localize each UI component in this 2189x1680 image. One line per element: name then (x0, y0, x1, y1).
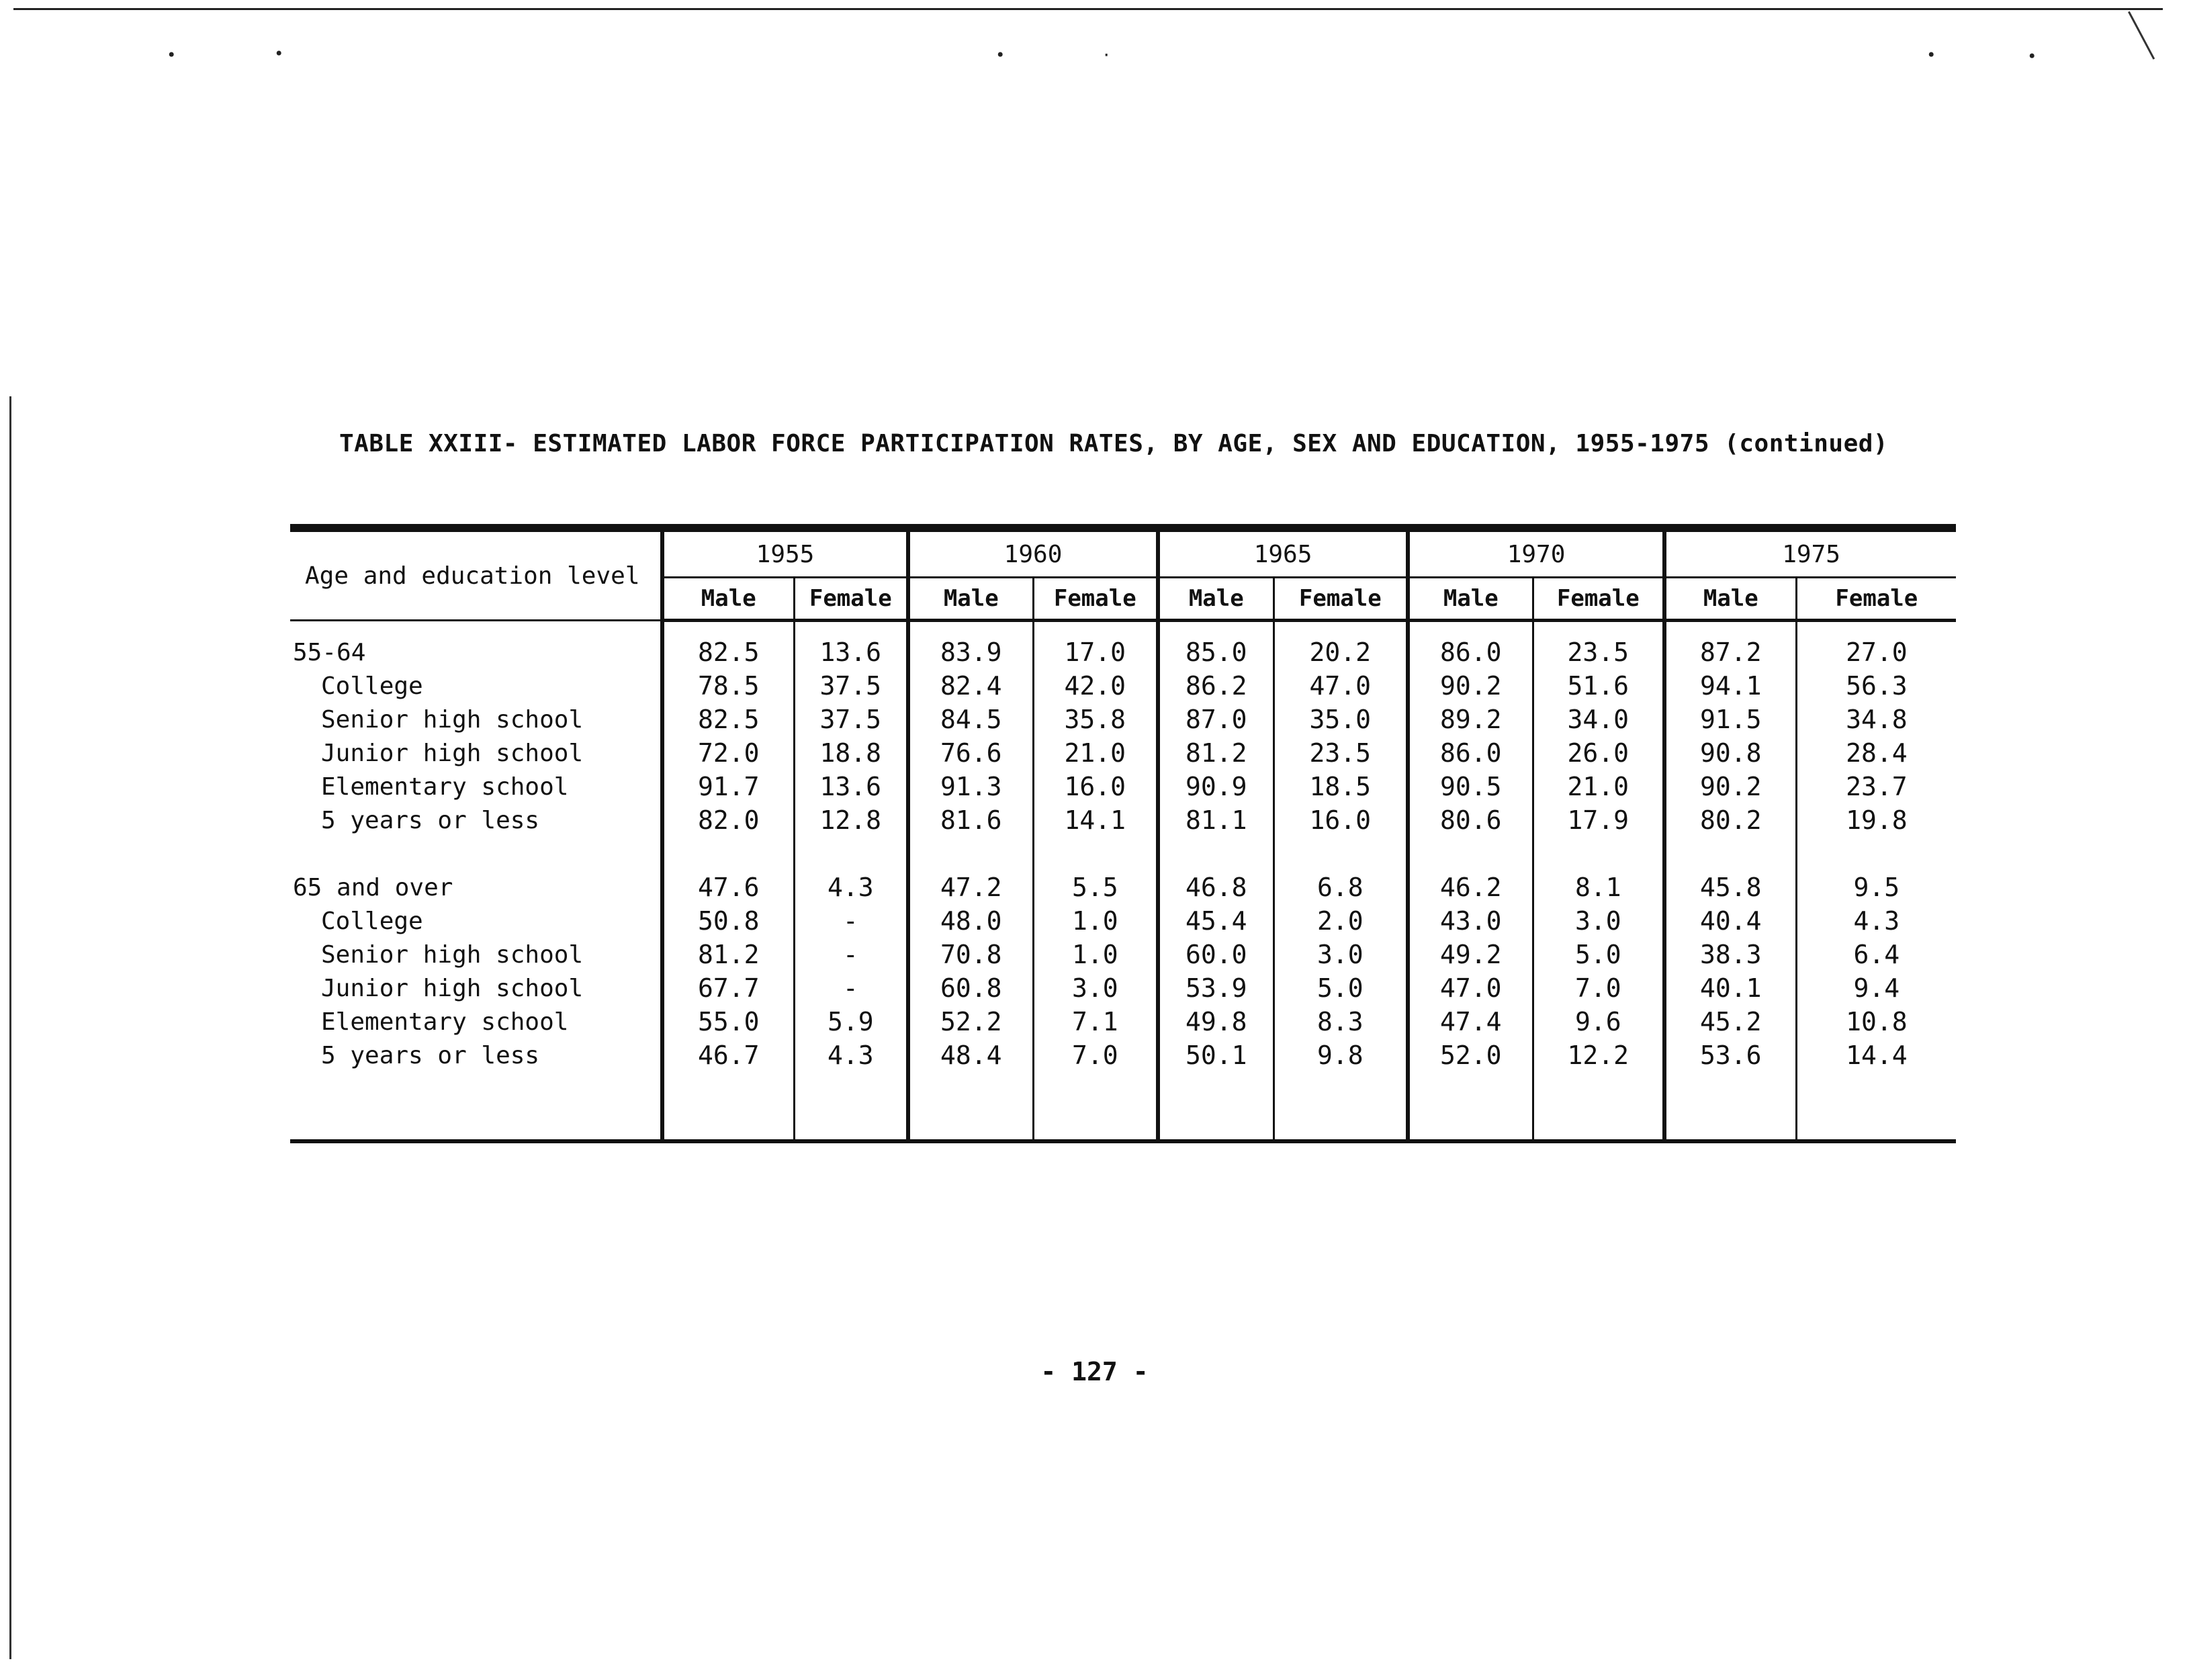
table-padding-row (290, 1072, 1956, 1141)
female-rate-cell: 16.0 (1274, 803, 1408, 837)
male-rate-cell: 49.8 (1158, 1005, 1274, 1038)
male-rate-cell: 49.2 (1408, 938, 1533, 971)
male-rate-cell: 52.0 (1408, 1038, 1533, 1072)
empty-cell (908, 621, 1033, 636)
empty-cell (908, 1072, 1033, 1141)
male-rate-cell: 86.2 (1158, 669, 1274, 703)
empty-cell (1664, 1072, 1796, 1141)
male-rate-cell: 53.6 (1664, 1038, 1796, 1072)
male-rate-cell: 82.4 (908, 669, 1033, 703)
education-level-label: Junior high school (321, 974, 584, 1002)
education-level-label: 5 years or less (321, 806, 540, 834)
female-rate-cell: 5.9 (794, 1005, 908, 1038)
empty-cell (1408, 621, 1533, 636)
year-header: 1970 (1408, 532, 1664, 578)
table-row (290, 904, 1956, 938)
empty-cell (290, 621, 662, 636)
education-level-label: Junior high school (321, 739, 584, 767)
male-rate-cell: 83.9 (908, 635, 1033, 669)
female-rate-cell: 23.7 (1796, 770, 1956, 803)
male-rate-cell: 91.3 (908, 770, 1033, 803)
male-rate-cell: 80.2 (1664, 803, 1796, 837)
empty-cell (1274, 837, 1408, 871)
empty-cell (794, 837, 908, 871)
empty-cell (1664, 621, 1796, 636)
female-rate-cell: 21.0 (1033, 736, 1158, 770)
male-rate-cell: 40.1 (1664, 971, 1796, 1005)
male-rate-cell: 45.2 (1664, 1005, 1796, 1038)
male-rate-cell: 90.5 (1408, 770, 1533, 803)
female-rate-cell: 47.0 (1274, 669, 1408, 703)
male-column-header: Male (1664, 578, 1796, 621)
empty-cell (1796, 837, 1956, 871)
empty-cell (290, 1072, 662, 1141)
male-rate-cell: 90.2 (1408, 669, 1533, 703)
female-rate-cell: 27.0 (1796, 635, 1956, 669)
male-rate-cell: 82.5 (662, 635, 794, 669)
female-rate-cell: 17.0 (1033, 635, 1158, 669)
female-rate-cell: 10.8 (1796, 1005, 1956, 1038)
male-rate-cell: 91.7 (662, 770, 794, 803)
table-title (339, 430, 1889, 457)
labor-force-table (290, 532, 1956, 1143)
male-rate-cell: 50.8 (662, 904, 794, 938)
male-rate-cell: 81.1 (1158, 803, 1274, 837)
male-rate-cell: 67.7 (662, 971, 794, 1005)
female-rate-cell: 23.5 (1533, 635, 1664, 669)
empty-cell (1408, 1072, 1533, 1141)
female-rate-cell: 51.6 (1533, 669, 1664, 703)
female-rate-cell: 19.8 (1796, 803, 1956, 837)
education-level-label: 5 years or less (321, 1041, 540, 1069)
education-level-label: Elementary school (321, 772, 569, 801)
age-group-label: 55-64 (293, 638, 366, 666)
female-rate-cell: 7.0 (1033, 1038, 1158, 1072)
male-rate-cell: 78.5 (662, 669, 794, 703)
male-rate-cell: 85.0 (1158, 635, 1274, 669)
female-rate-cell: 4.3 (1796, 904, 1956, 938)
table-top-rule (290, 524, 1956, 532)
group-row (290, 635, 1956, 669)
female-rate-cell: 2.0 (1274, 904, 1408, 938)
male-rate-cell: 60.8 (908, 971, 1033, 1005)
female-column-header: Female (1533, 578, 1664, 621)
female-rate-cell: 5.5 (1033, 871, 1158, 904)
male-rate-cell: 45.8 (1664, 871, 1796, 904)
female-column-header: Female (794, 578, 908, 621)
empty-cell (1796, 1072, 1956, 1141)
left-edge-rule (9, 396, 11, 1659)
female-rate-cell: 18.5 (1274, 770, 1408, 803)
data-table-container (290, 524, 1956, 1143)
year-header: 1975 (1664, 532, 1956, 578)
female-rate-cell: 1.0 (1033, 904, 1158, 938)
female-rate-cell: 28.4 (1796, 736, 1956, 770)
female-rate-cell: 6.8 (1274, 871, 1408, 904)
female-rate-cell: 37.5 (794, 669, 908, 703)
female-rate-cell: 13.6 (794, 635, 908, 669)
male-rate-cell: 90.2 (1664, 770, 1796, 803)
male-rate-cell: 90.9 (1158, 770, 1274, 803)
empty-cell (1158, 1072, 1274, 1141)
female-rate-cell: - (794, 904, 908, 938)
female-rate-cell: 14.4 (1796, 1038, 1956, 1072)
female-rate-cell: 35.8 (1033, 703, 1158, 736)
table-row (290, 1038, 1956, 1072)
female-rate-cell: 37.5 (794, 703, 908, 736)
table-row (290, 770, 1956, 803)
male-rate-cell: 48.4 (908, 1038, 1033, 1072)
empty-cell (1533, 1072, 1664, 1141)
scan-speck: • (167, 46, 177, 64)
male-rate-cell: 50.1 (1158, 1038, 1274, 1072)
female-rate-cell: 17.9 (1533, 803, 1664, 837)
year-header-row (290, 532, 1956, 578)
empty-cell (1033, 1072, 1158, 1141)
corner-scan-mark (2128, 11, 2155, 60)
female-rate-cell: 9.5 (1796, 871, 1956, 904)
page-number: - 127 - (1040, 1357, 1149, 1386)
female-rate-cell: 42.0 (1033, 669, 1158, 703)
empty-cell (794, 1072, 908, 1141)
female-rate-cell: 9.4 (1796, 971, 1956, 1005)
male-rate-cell: 87.2 (1664, 635, 1796, 669)
scan-speck: • (274, 44, 284, 63)
empty-cell (662, 837, 794, 871)
empty-cell (1158, 837, 1274, 871)
scan-speck: · (1102, 46, 1112, 64)
female-rate-cell: 12.2 (1533, 1038, 1664, 1072)
male-rate-cell: 40.4 (1664, 904, 1796, 938)
male-rate-cell: 53.9 (1158, 971, 1274, 1005)
male-rate-cell: 82.0 (662, 803, 794, 837)
scan-speck: • (995, 46, 1006, 64)
male-rate-cell: 81.2 (1158, 736, 1274, 770)
year-header: 1955 (662, 532, 908, 578)
education-level-label: College (321, 672, 423, 700)
female-rate-cell: 5.0 (1533, 938, 1664, 971)
male-column-header: Male (1408, 578, 1533, 621)
table-body (290, 621, 1956, 1142)
table-title-suffix: (continued) (1724, 430, 1889, 457)
female-rate-cell: 4.3 (794, 1038, 908, 1072)
male-rate-cell: 45.4 (1158, 904, 1274, 938)
female-rate-cell: 1.0 (1033, 938, 1158, 971)
group-spacer-row (290, 837, 1956, 871)
education-level-label: College (321, 907, 423, 935)
female-rate-cell: - (794, 938, 908, 971)
empty-cell (908, 837, 1033, 871)
table-row (290, 736, 1956, 770)
female-rate-cell: 12.8 (794, 803, 908, 837)
male-rate-cell: 60.0 (1158, 938, 1274, 971)
male-rate-cell: 47.0 (1408, 971, 1533, 1005)
female-rate-cell: 7.0 (1533, 971, 1664, 1005)
male-column-header: Male (908, 578, 1033, 621)
female-rate-cell: 3.0 (1533, 904, 1664, 938)
empty-cell (1274, 1072, 1408, 1141)
empty-cell (290, 837, 662, 871)
empty-cell (1158, 621, 1274, 636)
year-header: 1965 (1158, 532, 1408, 578)
top-edge-rule (13, 8, 2163, 10)
female-column-header: Female (1274, 578, 1408, 621)
year-header: 1960 (908, 532, 1158, 578)
female-rate-cell: 13.6 (794, 770, 908, 803)
male-rate-cell: 86.0 (1408, 635, 1533, 669)
female-rate-cell: - (794, 971, 908, 1005)
empty-cell (1533, 837, 1664, 871)
female-rate-cell: 3.0 (1033, 971, 1158, 1005)
group-row (290, 871, 1956, 904)
female-rate-cell: 3.0 (1274, 938, 1408, 971)
female-rate-cell: 6.4 (1796, 938, 1956, 971)
empty-cell (1664, 837, 1796, 871)
female-rate-cell: 9.8 (1274, 1038, 1408, 1072)
empty-cell (794, 621, 908, 636)
female-rate-cell: 26.0 (1533, 736, 1664, 770)
male-rate-cell: 81.6 (908, 803, 1033, 837)
male-rate-cell: 76.6 (908, 736, 1033, 770)
female-rate-cell: 35.0 (1274, 703, 1408, 736)
table-row (290, 938, 1956, 971)
scan-speck: • (1926, 46, 1936, 64)
male-rate-cell: 91.5 (1664, 703, 1796, 736)
female-rate-cell: 16.0 (1033, 770, 1158, 803)
male-rate-cell: 52.2 (908, 1005, 1033, 1038)
male-rate-cell: 38.3 (1664, 938, 1796, 971)
female-rate-cell: 34.0 (1533, 703, 1664, 736)
male-rate-cell: 47.6 (662, 871, 794, 904)
female-rate-cell: 21.0 (1533, 770, 1664, 803)
education-level-label: Elementary school (321, 1008, 569, 1036)
male-rate-cell: 55.0 (662, 1005, 794, 1038)
male-rate-cell: 94.1 (1664, 669, 1796, 703)
female-rate-cell: 14.1 (1033, 803, 1158, 837)
male-rate-cell: 81.2 (662, 938, 794, 971)
male-rate-cell: 47.2 (908, 871, 1033, 904)
male-rate-cell: 84.5 (908, 703, 1033, 736)
female-rate-cell: 7.1 (1033, 1005, 1158, 1038)
male-column-header: Male (1158, 578, 1274, 621)
female-rate-cell: 9.6 (1533, 1005, 1664, 1038)
male-column-header: Male (662, 578, 794, 621)
age-group-label: 65 and over (293, 873, 453, 901)
female-rate-cell: 18.8 (794, 736, 908, 770)
empty-cell (1533, 621, 1664, 636)
education-level-label: Senior high school (321, 940, 584, 969)
male-rate-cell: 48.0 (908, 904, 1033, 938)
table-row (290, 669, 1956, 703)
female-column-header: Female (1796, 578, 1956, 621)
male-rate-cell: 86.0 (1408, 736, 1533, 770)
female-rate-cell: 8.3 (1274, 1005, 1408, 1038)
empty-cell (1796, 621, 1956, 636)
male-rate-cell: 46.7 (662, 1038, 794, 1072)
scan-speck: • (2027, 47, 2037, 66)
empty-cell (1408, 837, 1533, 871)
row-header: Age and education level (290, 532, 662, 621)
female-rate-cell: 4.3 (794, 871, 908, 904)
empty-cell (662, 621, 794, 636)
table-padding-row (290, 621, 1956, 636)
male-rate-cell: 90.8 (1664, 736, 1796, 770)
table-title-text: TABLE XXIII- ESTIMATED LABOR FORCE PARTICIPATION RATES, BY AGE, SEX AND EDUCATION, 1955-1975 (339, 430, 1709, 457)
empty-cell (1033, 621, 1158, 636)
male-rate-cell: 46.8 (1158, 871, 1274, 904)
male-rate-cell: 80.6 (1408, 803, 1533, 837)
male-rate-cell: 43.0 (1408, 904, 1533, 938)
female-rate-cell: 56.3 (1796, 669, 1956, 703)
table-row (290, 703, 1956, 736)
table-row (290, 803, 1956, 837)
empty-cell (662, 1072, 794, 1141)
male-rate-cell: 47.4 (1408, 1005, 1533, 1038)
table-row (290, 971, 1956, 1005)
male-rate-cell: 89.2 (1408, 703, 1533, 736)
male-rate-cell: 72.0 (662, 736, 794, 770)
male-rate-cell: 70.8 (908, 938, 1033, 971)
female-rate-cell: 5.0 (1274, 971, 1408, 1005)
table-row (290, 1005, 1956, 1038)
empty-cell (1033, 837, 1158, 871)
female-rate-cell: 20.2 (1274, 635, 1408, 669)
education-level-label: Senior high school (321, 705, 584, 734)
female-rate-cell: 34.8 (1796, 703, 1956, 736)
female-column-header: Female (1033, 578, 1158, 621)
female-rate-cell: 23.5 (1274, 736, 1408, 770)
male-rate-cell: 87.0 (1158, 703, 1274, 736)
female-rate-cell: 8.1 (1533, 871, 1664, 904)
male-rate-cell: 82.5 (662, 703, 794, 736)
empty-cell (1274, 621, 1408, 636)
male-rate-cell: 46.2 (1408, 871, 1533, 904)
